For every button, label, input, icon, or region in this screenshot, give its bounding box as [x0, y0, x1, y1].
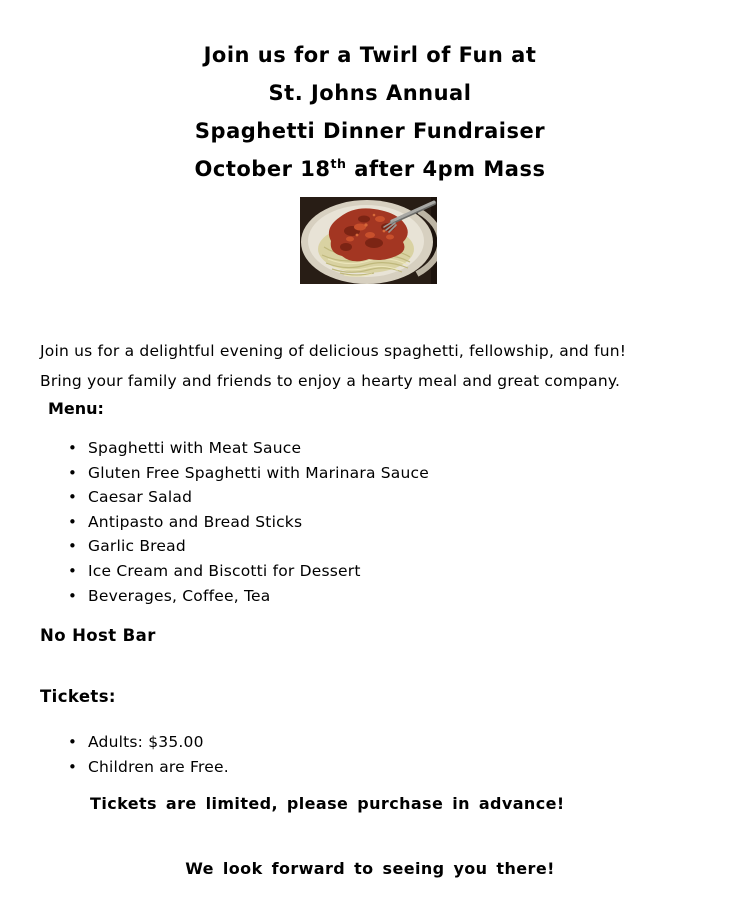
- title-line-3: Spaghetti Dinner Fundraiser: [194, 119, 546, 143]
- spaghetti-photo-illustration: [300, 197, 437, 284]
- flyer-title-block: [0, 36, 740, 188]
- spaghetti-photo: [300, 197, 437, 284]
- menu-item: • Caesar Salad: [68, 485, 429, 510]
- menu-item: • Spaghetti with Meat Sauce: [68, 436, 429, 461]
- date-ordinal-superscript: th: [330, 156, 347, 171]
- menu-item: • Gluten Free Spaghetti with Marinara Sauce: [68, 461, 429, 486]
- closing-line: We look forward to seeing you there!: [185, 859, 555, 878]
- menu-item: • Ice Cream and Biscotti for Dessert: [68, 559, 429, 584]
- menu-list: [68, 436, 429, 608]
- ticket-item: • Children are Free.: [68, 755, 229, 780]
- tickets-list: [68, 730, 229, 780]
- intro-line-1: Join us for a delightful evening of delicious spaghetti, fellowship, and fun!: [40, 342, 627, 360]
- title-line-date: [0, 150, 740, 188]
- menu-item: • Garlic Bread: [68, 534, 429, 559]
- date-suffix: after 4pm Mass: [346, 157, 546, 181]
- title-line-1: Join us for a Twirl of Fun at: [203, 43, 537, 67]
- date-prefix: October 18: [194, 157, 331, 181]
- title-line-2: St. Johns Annual: [268, 81, 472, 105]
- menu-item: • Beverages, Coffee, Tea: [68, 584, 429, 609]
- intro-line-2: Bring your family and friends to enjoy a hearty meal and great company.: [40, 372, 621, 390]
- intro-paragraph: [40, 336, 710, 396]
- tickets-heading: Tickets:: [40, 687, 116, 706]
- tickets-note: Tickets are limited, please purchase in advance!: [90, 794, 565, 813]
- no-host-bar-text: No Host Bar: [40, 626, 156, 645]
- menu-item: • Antipasto and Bread Sticks: [68, 510, 429, 535]
- ticket-item: • Adults: $35.00: [68, 730, 229, 755]
- menu-heading: Menu:: [48, 399, 104, 418]
